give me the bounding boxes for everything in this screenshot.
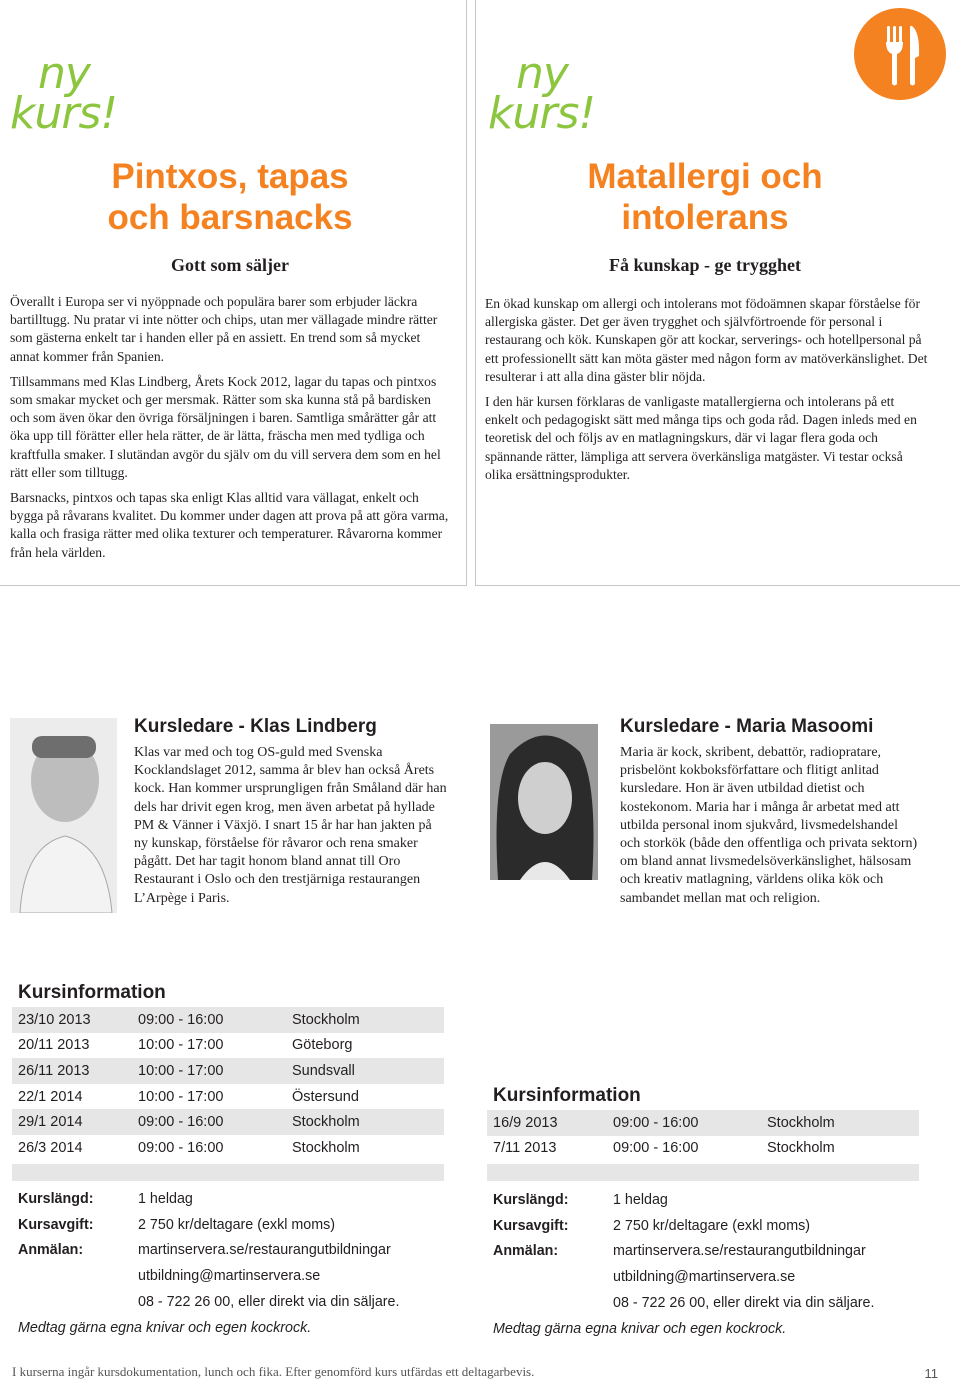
badge-line-1: ny — [516, 48, 568, 99]
table-row — [12, 1058, 444, 1084]
fee-row — [18, 1212, 458, 1238]
description-paragraph: Överallt i Europa ser vi nyöppnade och populära barer som erbjuder läckra bartilltugg. Nu pratar vi inte nötter och chips, utan mer vällagade mindre rätter som gästerna enkelt tar i handen eller på en assiett. En trend som så mycket annat kommer från Spanien. — [10, 294, 438, 364]
leader-title: Kursledare - Maria Masoomi — [620, 716, 874, 737]
new-course-badge — [488, 48, 596, 139]
fee-value: 2 750 kr/deltagare (exkl moms) — [138, 1216, 336, 1233]
time-cell: 10:00 - 17:00 — [132, 1058, 286, 1084]
page-number: 11 — [924, 1366, 938, 1381]
course-note: Medtag gärna egna knivar och egen kockrock. — [18, 1320, 312, 1337]
signup-email[interactable]: utbildning@martinservera.se — [138, 1267, 321, 1284]
date-cell: 16/9 2013 — [487, 1110, 607, 1136]
email-row — [493, 1264, 933, 1290]
course-title — [60, 156, 400, 238]
length-value: 1 heldag — [613, 1191, 668, 1208]
leader-photo — [490, 724, 598, 880]
table-row — [12, 1135, 444, 1161]
info-title: Kursinformation — [18, 982, 166, 1003]
time-cell: 10:00 - 17:00 — [138, 1088, 224, 1105]
length-row — [493, 1187, 933, 1213]
schedule-table — [12, 1007, 444, 1161]
city-cell: Göteborg — [292, 1037, 353, 1054]
length-label: Kurslängd: — [493, 1191, 569, 1208]
course-title-line-2: intolerans — [621, 198, 789, 237]
fee-label: Kursavgift: — [18, 1216, 94, 1233]
table-row — [12, 1084, 444, 1110]
description-paragraph: Barsnacks, pintxos och tapas ska enligt Klas alltid vara vällagat, enkelt och bygga på råvarans kvalitet. Du kommer under dagen att prova på att göra varma, kalla och frasiga rätter med olika texturer och temperaturer. Råvarorna kommer från hela världen. — [10, 490, 449, 560]
phone-row — [18, 1289, 458, 1315]
time-cell: 09:00 - 16:00 — [138, 1139, 224, 1156]
schedule-spacer-row — [12, 1164, 444, 1181]
table-row — [487, 1136, 919, 1162]
date-cell: 26/11 2013 — [12, 1058, 132, 1084]
signup-link[interactable]: martinservera.se/restaurangutbildningar — [613, 1243, 866, 1260]
city-cell: Östersund — [292, 1088, 359, 1105]
time-cell: 09:00 - 16:00 — [132, 1007, 286, 1033]
leader-bio: Maria är kock, skribent, debattör, radiopratare, prisbelönt kokboksförfattare och flitigt anlitad kursledare. Hon är även utbildad dietist och kostekonom. Maria har i många år arbetat med att utbilda personal inom sjukvård, livsmedelshandel och storkök (både den offentliga och privata sektorn) om bland annat livsmedelsöverkänslighet, hälsosam och kreativ matlagning, världens olika kök och sambandet mellan mat och religion. — [620, 745, 918, 906]
table-row — [487, 1110, 919, 1136]
course-title — [555, 156, 855, 238]
course-note: Medtag gärna egna knivar och egen kockrock. — [493, 1321, 787, 1338]
course-details — [18, 1186, 458, 1342]
time-cell: 09:00 - 16:00 — [607, 1110, 761, 1136]
signup-email[interactable]: utbildning@martinservera.se — [613, 1268, 796, 1285]
schedule-spacer-row — [487, 1164, 919, 1181]
leader-bio: Klas var med och tog OS-guld med Svenska Kocklandslaget 2012, samma år blev han också Årets kock. Han kommer ursprungligen från Småland där han dels har drivit egen krog, men även arbetat på hyllade PM & Vänner i Växjö. I snart 15 år har han jakten på ny kunskap, förståelse för råvaror och rena smaker pågått. Det har tagit honom bland annat till Oro Restaurant i Oslo och den trestjärniga restaurangen L’Arpège i Paris. — [134, 745, 447, 906]
description-paragraph: Tillsammans med Klas Lindberg, Årets Kock 2012, lagar du tapas och pintxos som smakar mycket och ger mersmak. Rätter som ska kunna stå på bardisken och som även ökar den övriga försäljningen i baren. Samtliga smårätter går att öka upp till förätter eller hela rätter, de är lätta, fräscha men med tydliga och kraftfulla smaker. I slutändan avgör du själv om du vill servera dem som en hel rätt eller som tilltugg. — [10, 373, 441, 480]
course-description — [10, 293, 450, 569]
email-row — [18, 1263, 458, 1289]
signup-link[interactable]: martinservera.se/restaurangutbildningar — [138, 1242, 391, 1259]
course-title-line-1: Pintxos, tapas — [111, 157, 349, 196]
course-description — [485, 295, 930, 491]
new-course-badge — [10, 48, 118, 139]
date-cell: 20/11 2013 — [18, 1037, 90, 1054]
city-cell: Stockholm — [767, 1140, 835, 1157]
date-cell: 7/11 2013 — [493, 1140, 557, 1157]
time-cell: 09:00 - 16:00 — [132, 1109, 286, 1135]
fork-and-knife-icon — [854, 8, 946, 100]
time-cell: 10:00 - 17:00 — [138, 1037, 224, 1054]
table-row — [12, 1007, 444, 1033]
signup-phone: 08 - 722 26 00, eller direkt via din säljare. — [613, 1294, 875, 1311]
date-cell: 22/1 2014 — [18, 1088, 83, 1105]
course-title-line-2: och barsnacks — [107, 198, 353, 237]
fee-value: 2 750 kr/deltagare (exkl moms) — [613, 1217, 811, 1234]
course-subtitle: Gott som säljer — [171, 255, 289, 275]
fee-label: Kursavgift: — [493, 1217, 569, 1234]
city-cell: Sundsvall — [286, 1058, 444, 1084]
city-cell: Stockholm — [286, 1007, 444, 1033]
city-cell: Stockholm — [286, 1109, 444, 1135]
length-value: 1 heldag — [138, 1190, 193, 1207]
leader-title: Kursledare - Klas Lindberg — [134, 716, 377, 737]
length-label: Kurslängd: — [18, 1190, 94, 1207]
schedule-table — [487, 1110, 919, 1161]
date-cell: 29/1 2014 — [12, 1109, 132, 1135]
phone-row — [493, 1290, 933, 1316]
course-details — [493, 1187, 933, 1343]
badge-line-2: kurs! — [10, 88, 118, 139]
table-row — [12, 1109, 444, 1135]
signup-label: Anmälan: — [493, 1243, 559, 1260]
fee-row — [493, 1213, 933, 1239]
signup-phone: 08 - 722 26 00, eller direkt via din säljare. — [138, 1293, 400, 1310]
city-cell: Stockholm — [761, 1110, 919, 1136]
time-cell: 09:00 - 16:00 — [613, 1140, 699, 1157]
leader-photo — [10, 718, 117, 913]
course-title-line-1: Matallergi och — [587, 157, 823, 196]
table-row — [12, 1033, 444, 1059]
date-cell: 26/3 2014 — [18, 1139, 83, 1156]
course-subtitle: Få kunskap - ge trygghet — [608, 255, 801, 275]
info-title: Kursinformation — [493, 1085, 641, 1106]
description-paragraph: I den här kursen förklaras de vanligaste matallergierna och intolerans på ett enkelt och pedagogiskt sätt med många tips och goda råd. Dagen inleds med en teoretisk del och följs av en matlagningskurs, där vi lagar flera goda och spännande rätter, lämpliga att servera överkänsliga matgäster. Vi testar också olika ersättningsprodukter. — [485, 394, 917, 482]
footer-note: I kurserna ingår kursdokumentation, lunch och fika. Efter genomförd kurs utfärdas ett deltagarbevis. — [12, 1364, 535, 1379]
badge-line-2: kurs! — [488, 88, 596, 139]
badge-line-1: ny — [38, 48, 90, 99]
city-cell: Stockholm — [292, 1139, 360, 1156]
signup-label: Anmälan: — [18, 1242, 84, 1259]
date-cell: 23/10 2013 — [12, 1007, 132, 1033]
signup-row — [18, 1237, 458, 1263]
description-paragraph: En ökad kunskap om allergi och intolerans mot födoämnen skapar förståelse för allergiska gäster. Det ger även trygghet och självförtroende för personal i restaurang och kök. Kunskapen gör att kockar, serverings- och hotellpersonal på ett professionellt sätt kan möta gäster med någon form av matöverkänslighet. Det resulterar i att alla dina gäster blir nöjda. — [485, 296, 928, 384]
length-row — [18, 1186, 458, 1212]
signup-row — [493, 1238, 933, 1264]
